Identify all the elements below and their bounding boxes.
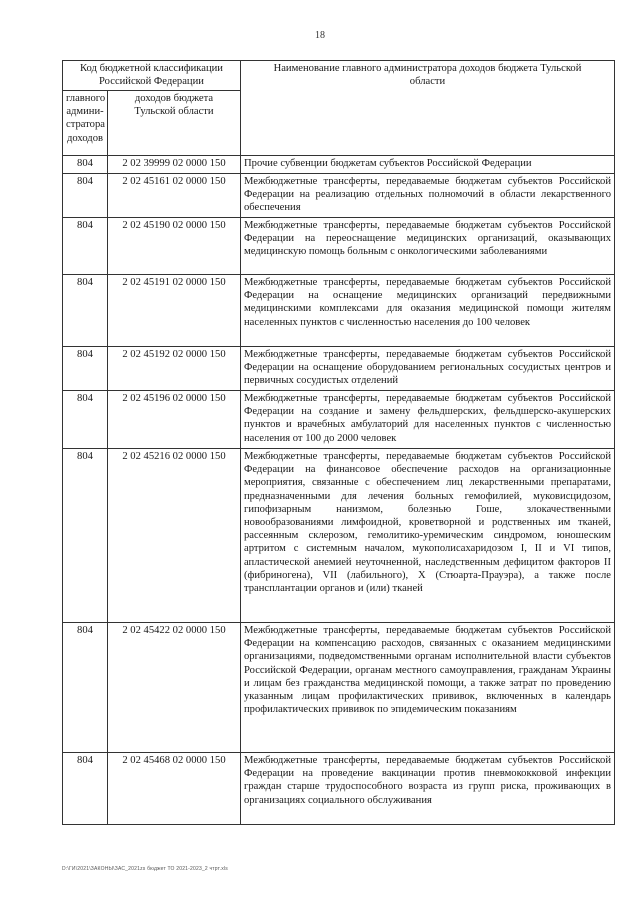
income-name-cell: Межбюджетные трансферты, передаваемые бюджетам субъектов Российской Федерации на оснащение медицинских организаций передвижными медицинскими комплексами для оказания медицинской помощи жителям населенных пунктов с численностью населения до 100 человек (241, 275, 615, 347)
income-administrators-table (62, 60, 615, 825)
table-row (63, 156, 615, 174)
table-row (63, 449, 615, 623)
budget-code-cell: 2 02 45422 02 0000 150 (108, 623, 241, 753)
budget-code-cell: 2 02 45192 02 0000 150 (108, 347, 241, 391)
budget-code-cell: 2 02 45196 02 0000 150 (108, 391, 241, 449)
admin-code-cell: 804 (63, 753, 108, 825)
table-row (63, 275, 615, 347)
table-row (63, 623, 615, 753)
income-name-cell: Межбюджетные трансферты, передаваемые бюджетам субъектов Российской Федерации на компенсацию расходов, связанных с оказанием медицинскими организациями, подведомственными органам исполнительной власти субъектов Российской Федерации, органам местного самоуправления, гражданам Украины и лицам без гражданства медицинской помощи, а также затрат по проведению указанным лицам профилактических прививок, включенных в календарь профилактических прививок по эпидемическим показаниям (241, 623, 615, 753)
income-name-cell: Прочие субвенции бюджетам субъектов Российской Федерации (241, 156, 615, 174)
income-name-cell: Межбюджетные трансферты, передаваемые бюджетам субъектов Российской Федерации на переоснащение медицинских организаций, оказывающих медицинскую помощь больным с онкологическими заболеваниями (241, 218, 615, 275)
admin-code-cell: 804 (63, 347, 108, 391)
income-name-cell: Межбюджетные трансферты, передаваемые бюджетам субъектов Российской Федерации на проведение вакцинации против пневмококковой инфекции граждан старше трудоспособного возраста из групп риска, проживающих в организациях социального обслуживания (241, 753, 615, 825)
code-group-header: Код бюджетной классификации Российской Федерации (63, 61, 241, 91)
header-row-1 (63, 61, 615, 91)
table-row (63, 753, 615, 825)
budget-code-cell: 2 02 45191 02 0000 150 (108, 275, 241, 347)
income-column-header: доходов бюджета Тульской области (108, 91, 241, 156)
income-name-cell: Межбюджетные трансферты, передаваемые бюджетам субъектов Российской Федерации на оснащение оборудованием региональных сосудистых центров и первичных сосудистых отделений (241, 347, 615, 391)
page-number: 18 (315, 30, 325, 41)
budget-code-cell: 2 02 45161 02 0000 150 (108, 174, 241, 218)
admin-code-cell: 804 (63, 391, 108, 449)
table-row (63, 174, 615, 218)
admin-column-header: главного админи-стратора доходов (63, 91, 108, 156)
budget-code-cell: 2 02 45190 02 0000 150 (108, 218, 241, 275)
admin-code-cell: 804 (63, 449, 108, 623)
admin-code-cell: 804 (63, 218, 108, 275)
admin-code-cell: 804 (63, 174, 108, 218)
table-row (63, 347, 615, 391)
admin-code-cell: 804 (63, 156, 108, 174)
file-path-footer: D:\ГИ\2021\ЗАКОНЫ\ЗАС_2021zs бюджет ТО 2021-2023_2 чтрт.xls (62, 866, 228, 872)
income-name-cell: Межбюджетные трансферты, передаваемые бюджетам субъектов Российской Федерации на создание и замену фельдшерских, фельдшерско-акушерских пунктов и врачебных амбулаторий для населенных пунктов с численностью населения от 100 до 2000 человек (241, 391, 615, 449)
name-header: Наименование главного администратора доходов бюджета Тульской области (241, 61, 615, 156)
table-row (63, 218, 615, 275)
income-name-cell: Межбюджетные трансферты, передаваемые бюджетам субъектов Российской Федерации на финансовое обеспечение расходов на организационные мероприятия, связанные с обеспечением лиц лекарственными препаратами, предназначенными для лечения больных гемофилией, муковисцидозом, гипофизарным нанизмом, болезнью Гоше, злокачественными новообразованиями лимфоидной, кроветворной и родственных им тканей, рассеянным склерозом, гемолитико-уремическим синдромом, юношеским артритом с системным началом, мукополисахаридозом I, II и VI типов, апластической анемией неуточненной, наследственным дефицитом факторов II (фибриногена), VII (лабильного), X (Стюарта-Прауэра), а также после трансплантации органов и (или) тканей (241, 449, 615, 623)
income-name-cell: Межбюджетные трансферты, передаваемые бюджетам субъектов Российской Федерации на реализацию отдельных полномочий в области лекарственного обеспечения (241, 174, 615, 218)
admin-code-cell: 804 (63, 623, 108, 753)
table-row (63, 391, 615, 449)
budget-code-cell: 2 02 45468 02 0000 150 (108, 753, 241, 825)
budget-code-cell: 2 02 39999 02 0000 150 (108, 156, 241, 174)
budget-code-cell: 2 02 45216 02 0000 150 (108, 449, 241, 623)
admin-code-cell: 804 (63, 275, 108, 347)
